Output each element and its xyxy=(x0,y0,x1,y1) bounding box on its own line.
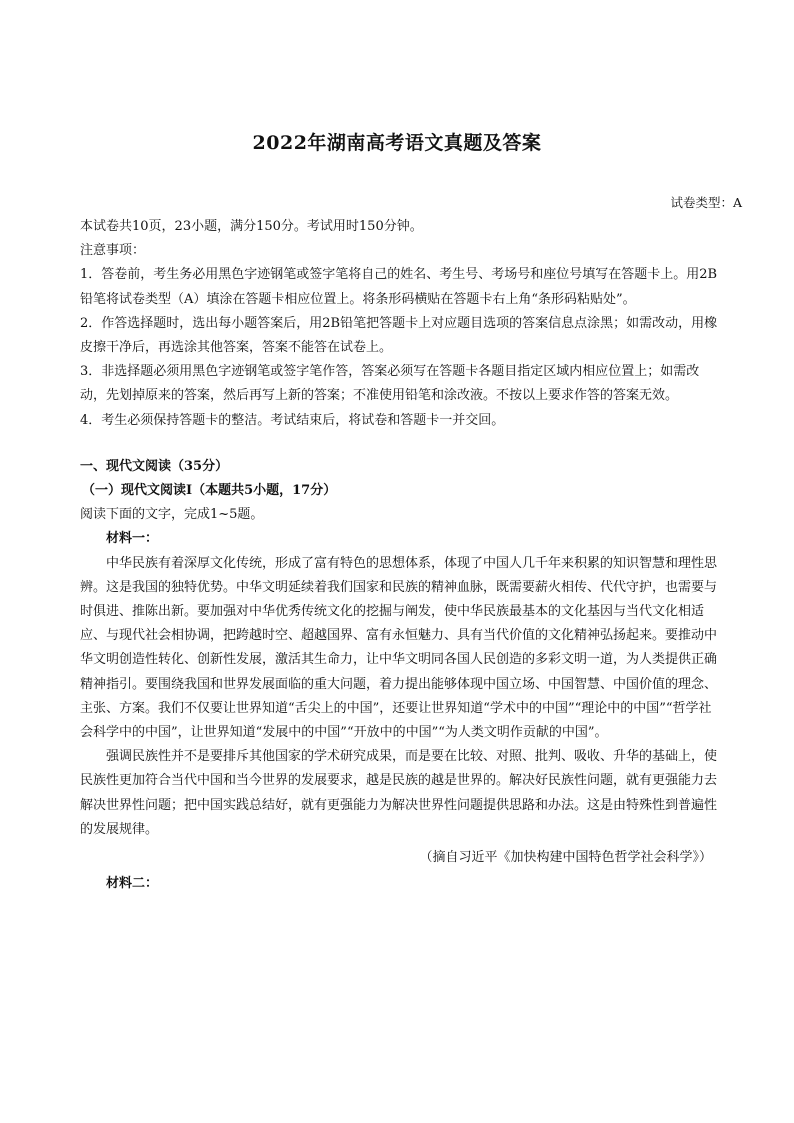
subsection-heading: （一）现代文阅读Ⅰ（本题共5小题，17分） xyxy=(82,483,337,499)
reading-instruction: 阅读下面的文字，完成1~5题。 xyxy=(80,507,264,523)
document-body xyxy=(80,215,720,896)
note-item: 1．答卷前，考生务必用黑色字迹钢笔或签字笔将自己的姓名、考生号、考场号和座位号填写在答题卡上。用2B铅笔将试卷类型（A）填涂在答题卡相应位置上。将条形码横贴在答题卡右上角“条形码粘贴处”。 xyxy=(80,267,718,307)
paper-type: 试卷类型：A xyxy=(670,195,742,210)
note-item: 4．考生必须保持答题卡的整洁。考试结束后，将试卷和答题卡一并交回。 xyxy=(80,412,505,428)
note-item: 2．作答选择题时，选出每小题答案后，用2B铅笔把答题卡上对应题目选项的答案信息点涂黑；如需改动，用橡皮擦干净后，再选涂其他答案，答案不能答在试卷上。 xyxy=(80,315,718,356)
material-two-label: 材料二： xyxy=(106,876,159,892)
exam-summary: 本试卷共10页，23小题，满分150分。考试用时150分钟。 xyxy=(80,219,423,234)
material-one-label: 材料一： xyxy=(106,531,159,547)
page-title: 2022年湖南高考语文真题及答案 xyxy=(252,132,542,154)
section-heading: 一、现代文阅读（35分） xyxy=(80,458,229,474)
note-item: 3．非选择题必须用黑色字迹钢笔或签字笔作答，答案必须写在答题卡各题目指定区域内相应位置上；如需改动，先划掉原来的答案，然后再写上新的答案；不准使用铅笔和涂改液。不按以上要求作答的答案无效。 xyxy=(80,364,700,404)
spacer xyxy=(80,433,720,455)
notes-heading: 注意事项： xyxy=(80,243,146,259)
material-paragraph: 中华民族有着深厚文化传统，形成了富有特色的思想体系，体现了中国人几千年来积累的知识智慧和理性思辨。这是我国的独特优势。中华文明延续着我们国家和民族的精神血脉，既需要薪火相传、代代守护，也需要与时俱进、推陈出新。要加强对中华优秀传统文化的挖掘与阐发，使中华民族最基本的文化基因与当代文化相适应、与现代社会相协调，把跨越时空、超越国界、富有永恒魅力、具有当代价值的文化精神弘扬起来。要推动中华文明创造性转化、创新性发展，激活其生命力，让中华文明同各国人民创造的多彩文明一道，为人类提供正确精神指引。要围绕我国和世界发展面临的重大问题，着力提出能够体现中国立场、中国智慧、中国价值的理念、主张、方案。我们不仅要让世界知道“舌尖上的中国”，还要让世界知道“学术中的中国”“理论中的中国”“哲学社会科学中的中国”，让世界知道“发展中的中国”“开放中的中国”“为人类文明作贡献的中国”。 xyxy=(80,555,718,741)
material-paragraph: 强调民族性并不是要排斥其他国家的学术研究成果，而是要在比较、对照、批判、吸收、升华的基础上，使民族性更加符合当代中国和当今世界的发展要求，越是民族的越是世界的。解决好民族性问题，就有更强能力去解决世界性问题；把中国实践总结好，就有更强能力为解决世界性问题提供思路和办法。这是由特殊性到普遍性的发展规律。 xyxy=(80,749,718,837)
material-source: （摘自习近平《加快构建中国特色哲学社会科学》） xyxy=(419,850,712,866)
